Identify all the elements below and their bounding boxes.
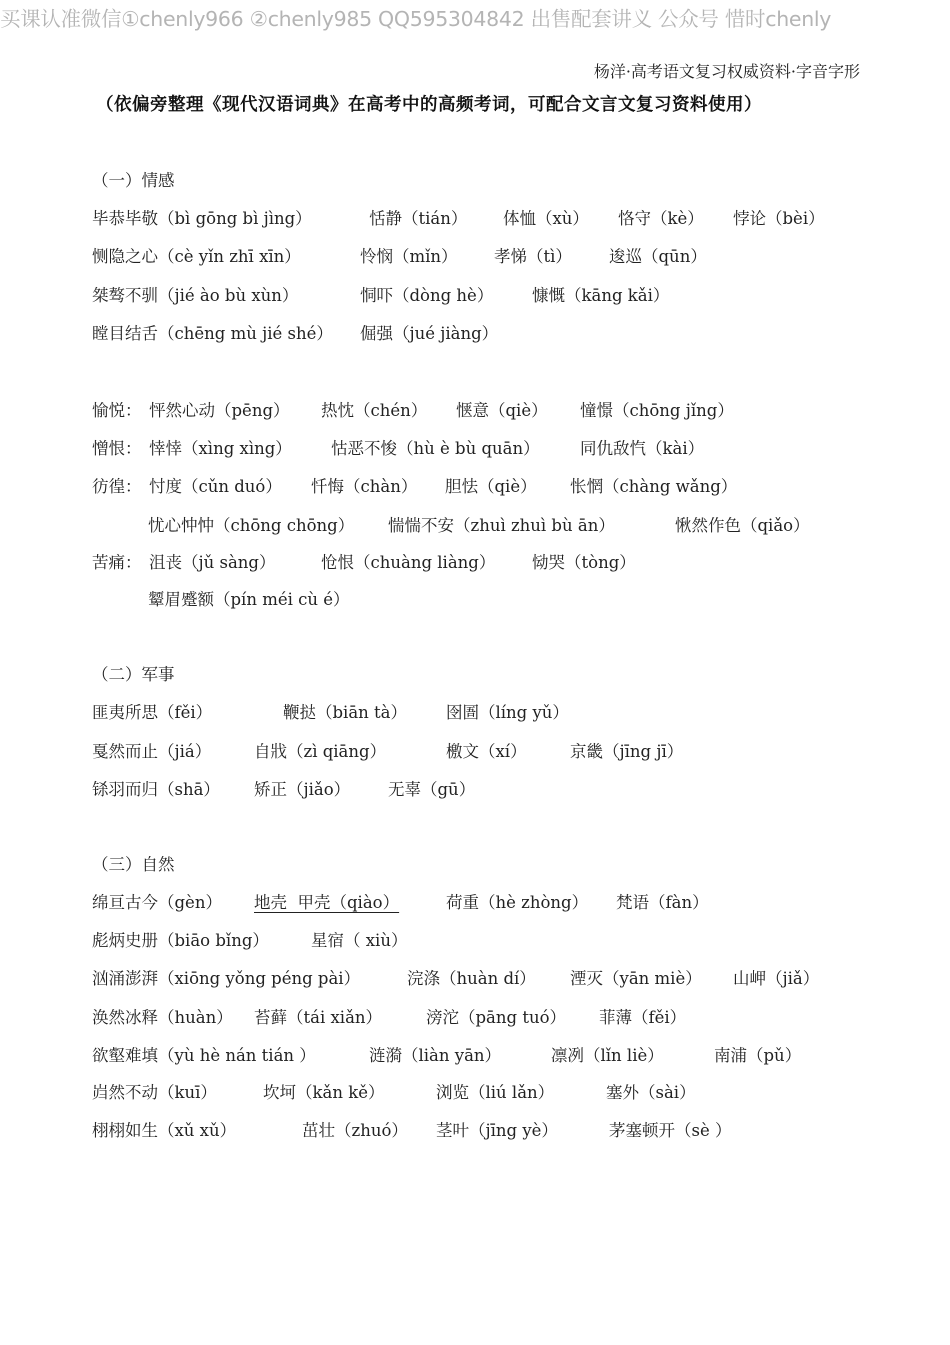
vocab-entry: 惴惴不安（zhuì zhuì bù ān） [388,516,615,535]
vocab-entry: 彪炳史册（biāo bǐng） [92,931,269,950]
vocab-entry: 湮灭（yān miè） [570,969,702,988]
vocab-entry: 体恤（xù） [503,209,589,228]
vocab-entry: 忏悔（chàn） [311,477,418,496]
vocab-entry: 塞外（sài） [606,1083,696,1102]
vocab-entry: 南浦（pǔ） [714,1046,802,1065]
vocab-entry: 悻悻（xìng xìng） [149,439,292,458]
vocab-entry: 毕恭毕敬（bì gōng bì jìng） [92,209,312,228]
vocab-entry: 梵语（fàn） [616,893,709,912]
section-title-military: （二）军事 [92,665,175,684]
vocab-entry: 浣涤（huàn dí） [407,969,536,988]
vocab-row [92,776,476,802]
vocab-entry: 地壳 甲壳（qiào） [254,893,400,912]
vocab-entry: 热忱（chén） [321,401,428,420]
vocab-entry: 滂沱（pāng tuó） [426,1008,567,1027]
vocab-entry: 恸哭（tòng） [532,553,636,572]
vocab-entry: 涣然冰释（huàn） [92,1008,233,1027]
vocab-entry: 悖论（bèi） [733,209,825,228]
vocab-entry: 茅塞顿开（sè ） [609,1121,732,1140]
vocab-entry: 铩羽而归（shā） [92,780,220,799]
vocab-row [92,927,408,953]
vocab-entry: 愀然作色（qiǎo） [675,516,810,535]
vocab-entry: 忧心忡忡（chōng chōng） [148,516,355,535]
vocab-entry: 涟漪（liàn yān） [369,1046,502,1065]
vocab-row [92,435,705,461]
vocab-entry: 恪守（kè） [618,209,704,228]
vocab-entry: 怆恨（chuàng liàng） [321,553,496,572]
vocab-entry: 无辜（gū） [388,780,476,799]
vocab-entry: 囹圄（líng yǔ） [446,703,569,722]
vocab-row [92,1004,687,1030]
category-label: 彷徨： [92,477,142,496]
vocab-entry: 山岬（jiǎ） [733,969,820,988]
vocab-entry: 匪夷所思（fěi） [92,703,213,722]
vocab-row [148,512,810,538]
vocab-entry: 栩栩如生（xǔ xǔ） [92,1121,237,1140]
vocab-entry: 怙恶不悛（hù è bù quān） [331,439,540,458]
vocab-row [92,699,569,725]
vocab-row [92,397,734,423]
vocab-row [92,243,707,269]
vocab-entry: 惬意（qiè） [456,401,548,420]
section-title-emotion: （一）情感 [92,171,175,190]
vocab-entry: 坎坷（kǎn kě） [263,1083,385,1102]
vocab-entry: 菲薄（fěi） [599,1008,687,1027]
vocab-entry: 颦眉蹙额（pín méi cù é） [148,590,350,609]
vocab-entry: 恻隐之心（cè yǐn zhī xīn） [92,247,301,266]
vocab-entry: 慷慨（kāng kǎi） [532,286,670,305]
vocab-entry: 桀骜不驯（jié ào bù xùn） [92,286,299,305]
vocab-entry: 浏览（liú lǎn） [436,1083,555,1102]
vocab-row [92,1117,732,1143]
vocab-entry: 同仇敌忾（kài） [580,439,705,458]
vocab-row [92,738,684,764]
vocab-entry: 忖度（cǔn duó） [149,477,282,496]
vocab-entry: 沮丧（jǔ sàng） [149,553,276,572]
category-label: 愉悦： [92,401,142,420]
vocab-entry: 怦然心动（pēng） [149,401,290,420]
vocab-entry: 苔藓（tái xiǎn） [254,1008,383,1027]
document-subtitle: （依偏旁整理《现代汉语词典》在高考中的高频考词，可配合文言文复习资料使用） [96,95,762,115]
vocab-entry: 凛冽（lǐn liè） [551,1046,664,1065]
vocab-row [148,586,350,612]
vocab-row [92,889,709,915]
vocab-entry: 矫正（jiǎo） [254,780,351,799]
vocab-row [92,1042,802,1068]
vocab-entry: 怅惘（chàng wǎng） [570,477,738,496]
category-label: 苦痛： [92,553,142,572]
category-label: 憎恨： [92,439,142,458]
vocab-entry: 荷重（hè zhòng） [446,893,589,912]
vocab-entry: 鞭挞（biān tà） [283,703,408,722]
vocab-row [92,1079,696,1105]
vocab-row [92,320,499,346]
vocab-entry: 自戕（zì qiāng） [254,742,387,761]
vocab-entry: 瞠目结舌（chēng mù jié shé） [92,324,333,343]
vocab-entry: 憧憬（chōng jǐng） [580,401,734,420]
vocab-entry: 京畿（jīng jī） [570,742,684,761]
vocab-entry: 星宿（ xiù） [311,931,408,950]
vocab-entry: 孝悌（tì） [494,247,572,266]
vocab-row [92,473,738,499]
vocab-entry: 檄文（xí） [446,742,527,761]
vocab-entry: 茁壮（zhuó） [302,1121,408,1140]
vocab-entry: 汹涌澎湃（xiōng yǒng péng pài） [92,969,361,988]
vocab-entry: 胆怯（qiè） [445,477,537,496]
vocab-entry: 恫吓（dòng hè） [360,286,494,305]
watermark-text: 买课认准微信①chenly966 ②chenly985 QQ595304842 出售配套讲义 公众号 惜时chenly [0,7,832,31]
vocab-entry: 怜悯（mǐn） [360,247,458,266]
vocab-entry: 岿然不动（kuī） [92,1083,217,1102]
vocab-entry: 绵亘古今（gèn） [92,893,222,912]
vocab-entry: 恬静（tián） [369,209,468,228]
vocab-row [92,965,820,991]
document-series-header: 杨洋·高考语文复习权威资料·字音字形 [593,62,860,81]
vocab-entry: 倔强（jué jiàng） [360,324,499,343]
vocab-entry: 茎叶（jīng yè） [436,1121,558,1140]
vocab-row [92,549,636,575]
vocab-row [92,205,825,231]
vocab-entry: 戛然而止（jiá） [92,742,212,761]
vocab-entry: 欲壑难填（yù hè nán tián ） [92,1046,316,1065]
vocab-row [92,282,670,308]
vocab-entry: 逡巡（qūn） [609,247,707,266]
section-title-nature: （三）自然 [92,855,175,874]
